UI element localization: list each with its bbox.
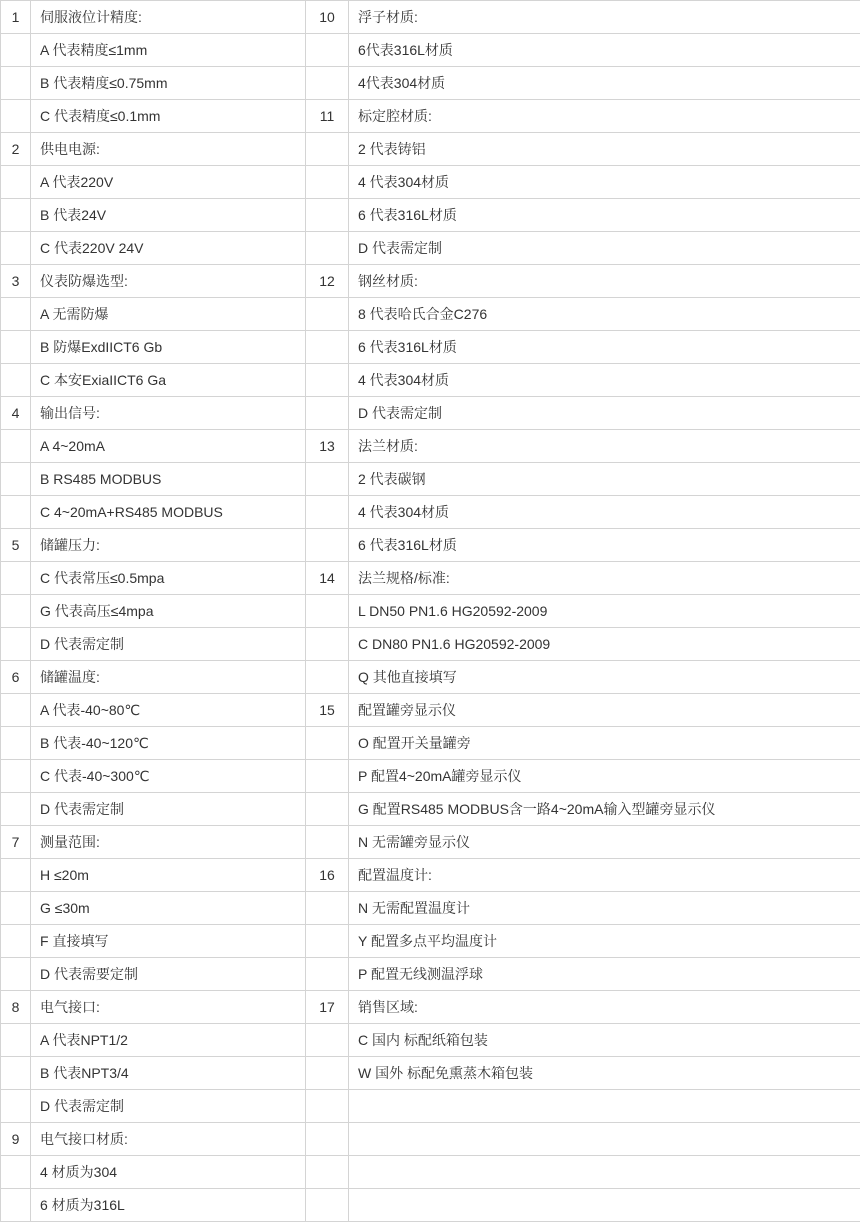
right-option-cell: 法兰规格/标准: (349, 562, 860, 595)
right-option-cell (349, 1189, 860, 1222)
left-option-cell: 6 材质为316L (31, 1189, 306, 1222)
left-option-cell: C 代表220V 24V (31, 232, 306, 265)
right-option-cell: 钢丝材质: (349, 265, 860, 298)
left-index-cell (1, 232, 31, 265)
right-index-cell (306, 793, 349, 826)
left-option-cell: 储罐压力: (31, 529, 306, 562)
left-index-cell (1, 694, 31, 727)
left-index-cell (1, 199, 31, 232)
left-option-cell: 储罐温度: (31, 661, 306, 694)
left-index-cell (1, 1090, 31, 1123)
left-option-cell: 供电电源: (31, 133, 306, 166)
left-index-cell (1, 463, 31, 496)
table-row (1, 430, 860, 463)
spec-table-body (1, 1, 860, 1222)
right-index-cell: 14 (306, 562, 349, 595)
right-index-cell (306, 958, 349, 991)
left-index-cell (1, 892, 31, 925)
right-index-cell: 15 (306, 694, 349, 727)
left-index-cell (1, 298, 31, 331)
table-row (1, 265, 860, 298)
left-index-cell (1, 166, 31, 199)
right-option-cell: 8 代表哈氏合金C276 (349, 298, 860, 331)
left-option-cell: 电气接口: (31, 991, 306, 1024)
right-option-cell: 6 代表316L材质 (349, 199, 860, 232)
right-option-cell (349, 1156, 860, 1189)
right-index-cell (306, 298, 349, 331)
right-index-cell: 13 (306, 430, 349, 463)
left-index-cell: 8 (1, 991, 31, 1024)
right-index-cell (306, 727, 349, 760)
table-row (1, 1024, 860, 1057)
right-option-cell: N 无需罐旁显示仪 (349, 826, 860, 859)
left-index-cell (1, 1189, 31, 1222)
left-option-cell: C 本安ExiaIICT6 Ga (31, 364, 306, 397)
right-option-cell: 4 代表304材质 (349, 166, 860, 199)
table-row (1, 892, 860, 925)
left-index-cell (1, 760, 31, 793)
left-option-cell: F 直接填写 (31, 925, 306, 958)
left-index-cell (1, 1024, 31, 1057)
left-index-cell: 7 (1, 826, 31, 859)
right-option-cell: N 无需配置温度计 (349, 892, 860, 925)
right-option-cell: 4 代表304材质 (349, 496, 860, 529)
left-option-cell: B RS485 MODBUS (31, 463, 306, 496)
right-index-cell: 16 (306, 859, 349, 892)
left-option-cell: B 代表NPT3/4 (31, 1057, 306, 1090)
left-index-cell (1, 1057, 31, 1090)
left-option-cell: 4 材质为304 (31, 1156, 306, 1189)
table-row (1, 727, 860, 760)
left-option-cell: C 代表精度≤0.1mm (31, 100, 306, 133)
left-option-cell: 输出信号: (31, 397, 306, 430)
right-index-cell (306, 1189, 349, 1222)
left-option-cell: B 代表精度≤0.75mm (31, 67, 306, 100)
left-option-cell: C 代表常压≤0.5mpa (31, 562, 306, 595)
table-row (1, 958, 860, 991)
table-row (1, 34, 860, 67)
right-option-cell: 法兰材质: (349, 430, 860, 463)
left-index-cell (1, 595, 31, 628)
right-option-cell: 销售区域: (349, 991, 860, 1024)
left-index-cell: 2 (1, 133, 31, 166)
right-index-cell (306, 826, 349, 859)
table-row (1, 1189, 860, 1222)
right-option-cell: L DN50 PN1.6 HG20592-2009 (349, 595, 860, 628)
right-option-cell: Y 配置多点平均温度计 (349, 925, 860, 958)
right-option-cell: C 国内 标配纸箱包装 (349, 1024, 860, 1057)
right-index-cell (306, 166, 349, 199)
table-row (1, 529, 860, 562)
right-index-cell: 10 (306, 1, 349, 34)
table-row (1, 199, 860, 232)
right-option-cell: 6代表316L材质 (349, 34, 860, 67)
table-row (1, 826, 860, 859)
right-option-cell: O 配置开关量罐旁 (349, 727, 860, 760)
left-option-cell: 伺服液位计精度: (31, 1, 306, 34)
table-row (1, 331, 860, 364)
right-option-cell: G 配置RS485 MODBUS含一路4~20mA输入型罐旁显示仪 (349, 793, 860, 826)
right-option-cell: 浮子材质: (349, 1, 860, 34)
right-index-cell: 17 (306, 991, 349, 1024)
right-index-cell (306, 364, 349, 397)
left-index-cell (1, 859, 31, 892)
right-option-cell: P 配置4~20mA罐旁显示仪 (349, 760, 860, 793)
left-index-cell (1, 100, 31, 133)
right-index-cell (306, 595, 349, 628)
right-index-cell (306, 1024, 349, 1057)
right-option-cell: 配置温度计: (349, 859, 860, 892)
right-index-cell (306, 133, 349, 166)
table-row (1, 1156, 860, 1189)
left-option-cell: B 代表24V (31, 199, 306, 232)
left-option-cell: H ≤20m (31, 859, 306, 892)
left-index-cell (1, 331, 31, 364)
table-row (1, 397, 860, 430)
left-index-cell (1, 727, 31, 760)
right-index-cell (306, 67, 349, 100)
table-row (1, 628, 860, 661)
right-index-cell (306, 463, 349, 496)
left-index-cell (1, 34, 31, 67)
right-option-cell (349, 1123, 860, 1156)
left-option-cell: A 4~20mA (31, 430, 306, 463)
right-option-cell: 标定腔材质: (349, 100, 860, 133)
left-option-cell: 仪表防爆选型: (31, 265, 306, 298)
left-option-cell: D 代表需定制 (31, 1090, 306, 1123)
right-index-cell (306, 331, 349, 364)
table-row (1, 1057, 860, 1090)
table-row (1, 1090, 860, 1123)
right-option-cell: 配置罐旁显示仪 (349, 694, 860, 727)
right-option-cell: 6 代表316L材质 (349, 529, 860, 562)
left-index-cell (1, 1156, 31, 1189)
left-option-cell: G 代表高压≤4mpa (31, 595, 306, 628)
table-row (1, 595, 860, 628)
left-index-cell (1, 67, 31, 100)
right-option-cell: 4 代表304材质 (349, 364, 860, 397)
right-option-cell (349, 1090, 860, 1123)
table-row (1, 364, 860, 397)
right-index-cell (306, 925, 349, 958)
table-row (1, 166, 860, 199)
table-row (1, 694, 860, 727)
right-option-cell: D 代表需定制 (349, 232, 860, 265)
right-option-cell: 2 代表铸铝 (349, 133, 860, 166)
left-option-cell: A 代表精度≤1mm (31, 34, 306, 67)
left-index-cell (1, 562, 31, 595)
table-row (1, 925, 860, 958)
left-index-cell: 6 (1, 661, 31, 694)
left-index-cell (1, 628, 31, 661)
table-row (1, 133, 860, 166)
right-index-cell (306, 628, 349, 661)
left-option-cell: B 代表-40~120℃ (31, 727, 306, 760)
right-index-cell (306, 1057, 349, 1090)
left-index-cell (1, 793, 31, 826)
table-row (1, 496, 860, 529)
right-index-cell (306, 1123, 349, 1156)
left-index-cell: 5 (1, 529, 31, 562)
table-row (1, 760, 860, 793)
left-option-cell: A 代表NPT1/2 (31, 1024, 306, 1057)
right-index-cell: 12 (306, 265, 349, 298)
left-option-cell: D 代表需要定制 (31, 958, 306, 991)
right-index-cell (306, 1090, 349, 1123)
right-option-cell: D 代表需定制 (349, 397, 860, 430)
left-index-cell (1, 925, 31, 958)
left-option-cell: A 无需防爆 (31, 298, 306, 331)
left-option-cell: G ≤30m (31, 892, 306, 925)
right-option-cell: 4代表304材质 (349, 67, 860, 100)
right-option-cell: W 国外 标配免熏蒸木箱包装 (349, 1057, 860, 1090)
left-option-cell: C 代表-40~300℃ (31, 760, 306, 793)
left-option-cell: D 代表需定制 (31, 628, 306, 661)
right-option-cell: 6 代表316L材质 (349, 331, 860, 364)
left-index-cell (1, 958, 31, 991)
left-option-cell: A 代表-40~80℃ (31, 694, 306, 727)
table-row (1, 1123, 860, 1156)
right-index-cell (306, 496, 349, 529)
right-index-cell (306, 892, 349, 925)
right-index-cell (306, 529, 349, 562)
right-option-cell: 2 代表碳钢 (349, 463, 860, 496)
left-index-cell (1, 364, 31, 397)
right-index-cell (306, 397, 349, 430)
left-option-cell: B 防爆ExdIICT6 Gb (31, 331, 306, 364)
table-row (1, 991, 860, 1024)
table-row (1, 298, 860, 331)
table-row (1, 793, 860, 826)
left-index-cell: 4 (1, 397, 31, 430)
table-row (1, 100, 860, 133)
right-index-cell (306, 199, 349, 232)
table-row (1, 463, 860, 496)
table-row (1, 232, 860, 265)
left-index-cell: 3 (1, 265, 31, 298)
left-index-cell (1, 496, 31, 529)
left-option-cell: 电气接口材质: (31, 1123, 306, 1156)
right-option-cell: P 配置无线测温浮球 (349, 958, 860, 991)
right-index-cell (306, 1156, 349, 1189)
left-option-cell: A 代表220V (31, 166, 306, 199)
table-row (1, 859, 860, 892)
right-index-cell (306, 661, 349, 694)
right-index-cell: 11 (306, 100, 349, 133)
left-option-cell: D 代表需定制 (31, 793, 306, 826)
table-row (1, 67, 860, 100)
right-index-cell (306, 34, 349, 67)
left-index-cell (1, 430, 31, 463)
right-index-cell (306, 760, 349, 793)
right-option-cell: C DN80 PN1.6 HG20592-2009 (349, 628, 860, 661)
left-index-cell: 1 (1, 1, 31, 34)
left-option-cell: C 4~20mA+RS485 MODBUS (31, 496, 306, 529)
table-row (1, 661, 860, 694)
right-option-cell: Q 其他直接填写 (349, 661, 860, 694)
table-row (1, 562, 860, 595)
table-row (1, 1, 860, 34)
left-index-cell: 9 (1, 1123, 31, 1156)
left-option-cell: 测量范围: (31, 826, 306, 859)
right-index-cell (306, 232, 349, 265)
